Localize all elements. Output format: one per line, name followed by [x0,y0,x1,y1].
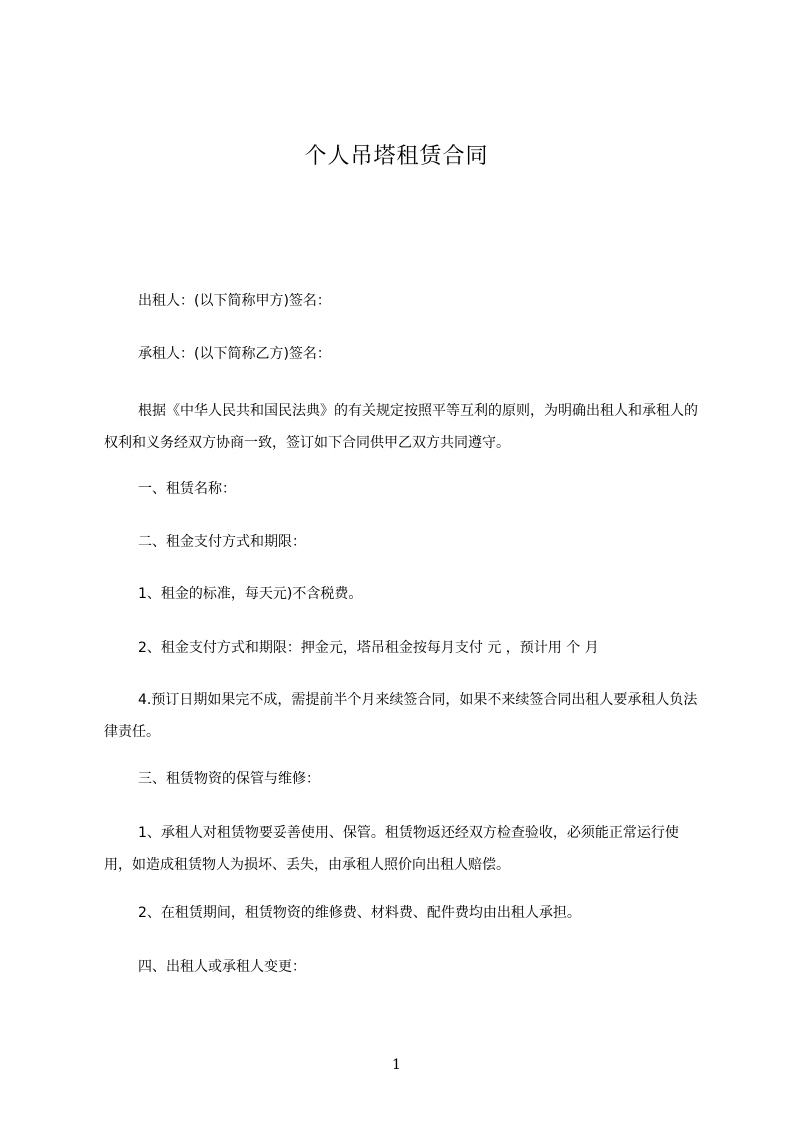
document-title: 个人吊塔租赁合同 [304,144,489,169]
section-2-item-1: 1、租金的标准，每天元)不含税费。 [138,586,363,602]
preamble-paragraph: 根据《中华人民共和国民法典》的有关规定按照平等互利的原则，为明确出租人和承租人的权利和义务经双方协商一致，签订如下合同供甲乙双方共同遵守。 [104,403,698,451]
lessor-line: 出租人：(以下简称甲方)签名： [138,293,331,309]
section-3-heading: 三、租赁物资的保管与维修： [138,771,320,787]
section-1-heading: 一、租赁名称： [138,481,236,497]
section-4-heading: 四、出租人或承租人变更： [138,959,306,975]
section-2-heading: 二、租金支付方式和期限： [138,534,306,550]
lessee-line: 承租人：(以下简称乙方)签名： [138,346,331,362]
section-2-item-2: 2、租金支付方式和期限：押金元，塔吊租金按每月支付 元 ，预计用 个 月 [138,640,599,656]
section-2-item-4: 4.预订日期如果完不成，需提前半个月来续签合同，如果不来续签合同出租人要承租人负法律责任。 [104,692,698,740]
page-number: 1 [392,1057,401,1073]
section-3-item-2: 2、在租赁期间，租赁物资的维修费、材料费、配件费均由出租人承担。 [138,905,581,921]
section-3-item-1: 1、承租人对租赁物要妥善使用、保管。租赁物返还经双方检查验收，必须能正常运行使用，如造成租赁物人为损坏、丢失，由承租人照价向出租人赔偿。 [104,825,679,873]
